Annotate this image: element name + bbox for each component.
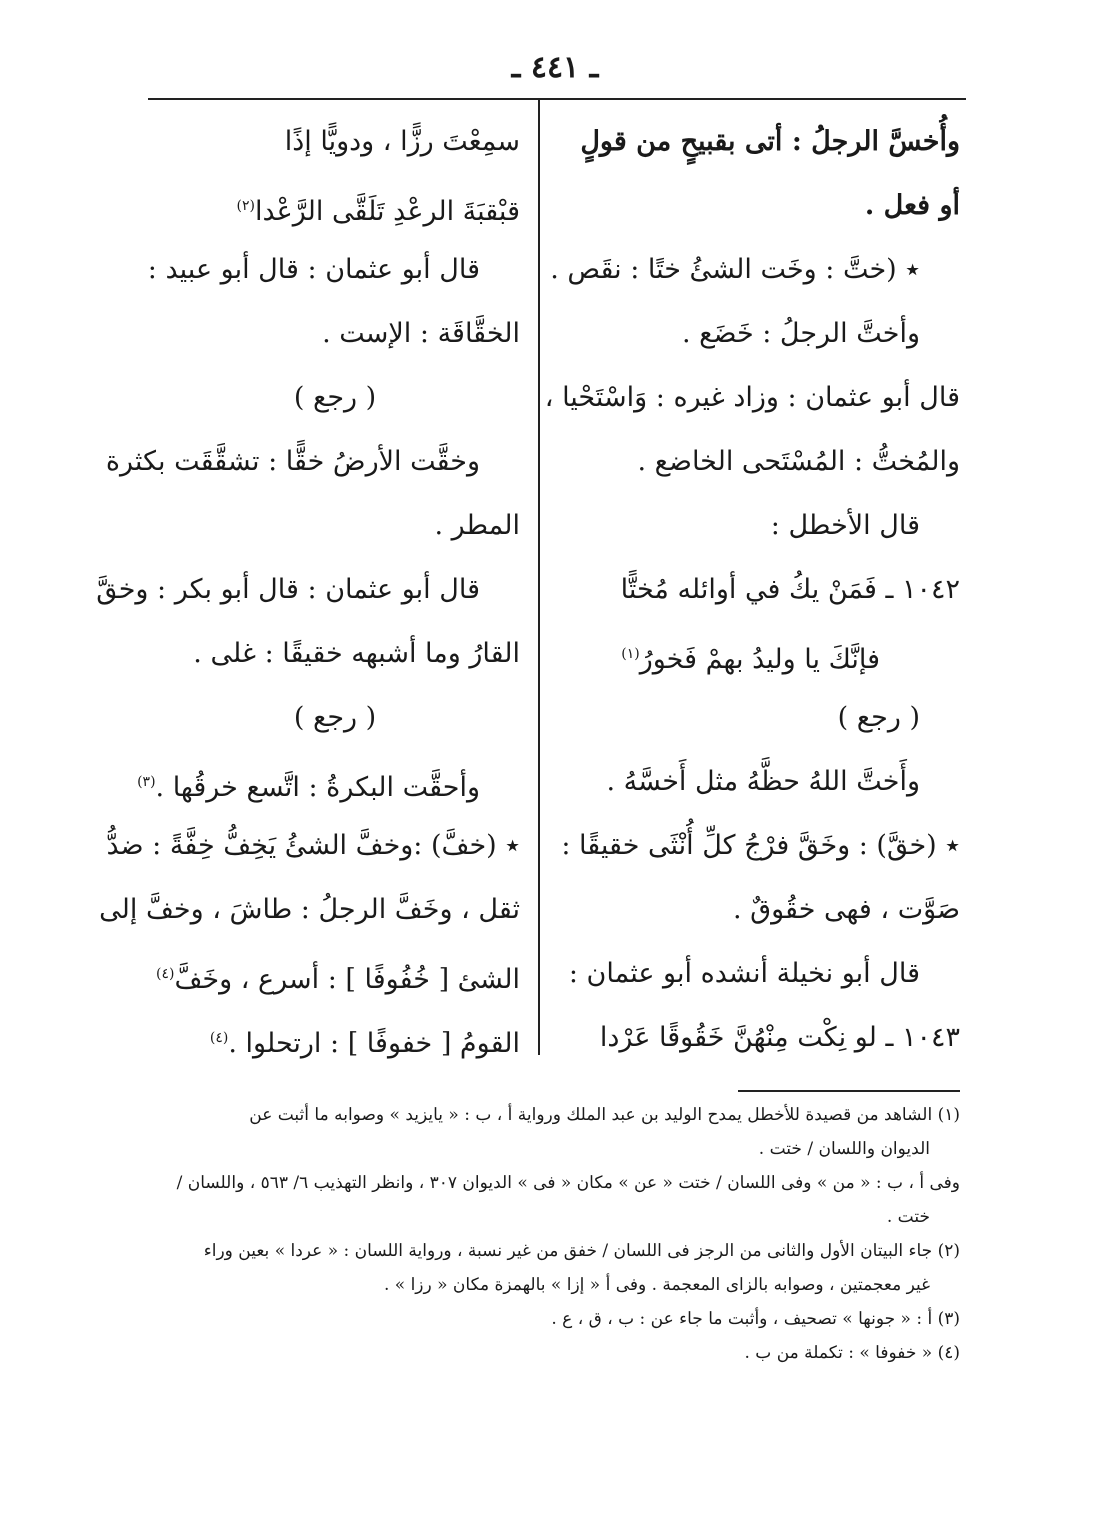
footnote-marker: (٤)	[209, 1030, 229, 1046]
left-column-line	[150, 366, 520, 430]
footnote-text: الديوان واللسان / ختت .	[758, 1139, 930, 1159]
header-rule	[148, 98, 966, 100]
left-column-text: قال أبو عثمان : قال أبو بكر : وخقَّ	[96, 574, 480, 605]
left-column-line	[150, 1006, 520, 1070]
footnote-marker: (٣)	[137, 774, 156, 790]
footnote-text: (٣) أ : « جونها » تصحيف ، وأثبت ما جاء عن : ب ، ق ، ع .	[551, 1309, 960, 1329]
right-column-text: وأُخسَّ الرجلُ : أتى بقبيحٍ من قولٍ	[580, 126, 960, 157]
right-column-line	[544, 366, 960, 430]
footnote-marker: (٢)	[236, 198, 255, 214]
right-column-text: والمُختُّ : المُسْتَحى الخاضع .	[637, 446, 960, 477]
footnotes	[130, 1098, 960, 1370]
footnote-line	[130, 1132, 960, 1166]
left-column-text: سمِعْتَ رزًّا ، ودويًّا إذًا	[284, 126, 520, 157]
right-column-text: قال أبو عثمان : وزاد غيره : وَاسْتَحْيا ،	[544, 382, 960, 413]
column-divider	[538, 100, 540, 1055]
left-column-line	[147, 238, 520, 302]
left-column-text: الخقَّاقَة : الإست .	[322, 318, 520, 349]
left-column	[96, 110, 520, 1070]
right-column-line	[560, 558, 960, 622]
left-column-text: قال أبو عثمان : قال أبو عبيد :	[147, 254, 480, 285]
footnote-line	[130, 1200, 960, 1234]
left-column-line	[150, 494, 520, 558]
right-column-line	[560, 494, 960, 558]
footnote-line	[130, 1302, 960, 1336]
right-column-text: صَوَّت ، فهى خقُوقٌ .	[732, 894, 960, 925]
right-column-line	[560, 110, 960, 174]
right-column-text: ١٠٤٣ ـ لو نِكْت مِنْهُنَّ خَقُوقًا عَرْدا	[599, 1022, 960, 1053]
right-column-text: وأَختَّ اللهُ حظَّهُ مثل أَخسَّهُ .	[606, 766, 920, 797]
footnote-line	[130, 1336, 960, 1370]
footnote-text: (١) الشاهد من قصيدة للأخطل يمدح الوليد بن عبد الملك ورواية أ ، ب : « يايزيد » وصوابه ما أثبت عن	[249, 1105, 960, 1125]
left-column-text: ٭ (خفَّ) :وخفَّ الشئُ يَخِفُّ خِفَّةً : ضدُّ	[106, 830, 520, 861]
footnote-marker: (١)	[621, 646, 640, 662]
footnote-rule	[738, 1090, 960, 1092]
right-column-line	[560, 814, 960, 878]
right-column-text: فإنَّكَ يا وليدُ بهمْ فَخورُ	[639, 644, 880, 675]
footnote-text: (٢) جاء البيتان الأول والثانى من الرجز فى اللسان / خفق من غير نسبة ، ورواية اللسان : « عردا » بعين وراء	[203, 1241, 960, 1261]
left-column-text: الشئ [ خُفُوفًا ] : أسرع ، وخَفَّ	[174, 964, 520, 995]
footnote-line	[130, 1234, 960, 1268]
left-column-line	[150, 110, 520, 174]
footnote-text: (٤) « خفوفا » : تكملة من ب .	[744, 1343, 960, 1363]
left-column-text: قبْقبَةَ الرعْدِ تَلَقَّى الرَّعْدا	[254, 196, 520, 227]
footnote-line	[130, 1268, 960, 1302]
right-column	[544, 110, 960, 1070]
right-column-text: ١٠٤٢ ـ فَمَنْ يكُ في أوائله مُختًّا	[620, 574, 960, 605]
right-column-text: قال أبو نخيلة أنشده أبو عثمان :	[568, 958, 920, 989]
right-column-text: أو فعل .	[864, 190, 960, 221]
right-column-text: قال الأخطل :	[770, 510, 920, 541]
left-column-line	[150, 622, 520, 686]
left-column-text: وخقَّت الأرضُ خقًّا : تشقَّقَت بكثرة	[105, 446, 480, 477]
left-column-text: ثقل ، وخَفَّ الرجلُ : طاشَ ، وخفَّ إلى	[99, 894, 520, 925]
right-column-line	[560, 430, 960, 494]
footnote-text: ختت .	[886, 1207, 930, 1227]
right-column-text: ٭ (خقَّ) : وخَقَّ فرْجُ كلِّ أُنْثَى خقيقًا :	[561, 830, 960, 861]
right-column-line	[560, 302, 960, 366]
left-column-text: ( رجع )	[293, 702, 377, 733]
right-column-line	[560, 686, 960, 750]
left-column-line	[106, 814, 520, 878]
right-column-line	[560, 1006, 960, 1070]
left-column-line	[150, 942, 520, 1006]
left-column-line	[150, 302, 520, 366]
right-column-line	[560, 174, 960, 238]
right-column-line	[560, 750, 960, 814]
right-column-text: ٭ (ختَّ : وخَت الشئُ ختًا : نقَص .	[550, 254, 920, 285]
left-column-line	[96, 558, 520, 622]
left-column-text: المطر .	[434, 510, 520, 541]
footnote-text: وفى أ ، ب : « من » وفى اللسان / ختت « عن » مكان « فى » الديوان ٣٠٧ ، وانظر التهذيب ٦/ ٥٦٣ ، واللسان /	[176, 1173, 960, 1193]
footnote-line	[130, 1098, 960, 1132]
footnote-text: غير معجمتين ، وصوابه بالزاى المعجمة . وفى أ « إزا » بالهمزة مكان « رزا » .	[383, 1275, 930, 1295]
left-column-line	[105, 430, 520, 494]
left-column-line	[99, 878, 520, 942]
right-column-text: وأختَّ الرجلُ : خَضَع .	[682, 318, 920, 349]
left-column-text: القومُ [ خفوفًا ] : ارتحلوا .	[228, 1028, 520, 1059]
left-column-text: ( رجع )	[293, 382, 377, 413]
right-column-line	[560, 878, 960, 942]
left-column-line	[137, 750, 520, 814]
page-number: ـ ٤٤١ ـ	[511, 50, 599, 85]
right-column-text: ( رجع )	[837, 702, 920, 733]
footnote-line	[130, 1166, 960, 1200]
left-column-text: القارُ وما أشبهه خقيقًا : غلى .	[193, 638, 520, 669]
left-column-line	[150, 686, 520, 750]
right-column-line	[560, 942, 960, 1006]
left-column-text: وأحقَّت البكرةُ : اتَّسع خرقُها .	[155, 772, 480, 803]
right-column-line	[560, 622, 960, 686]
right-column-line	[550, 238, 960, 302]
footnote-marker: (٤)	[156, 966, 175, 982]
left-column-line	[150, 174, 520, 238]
